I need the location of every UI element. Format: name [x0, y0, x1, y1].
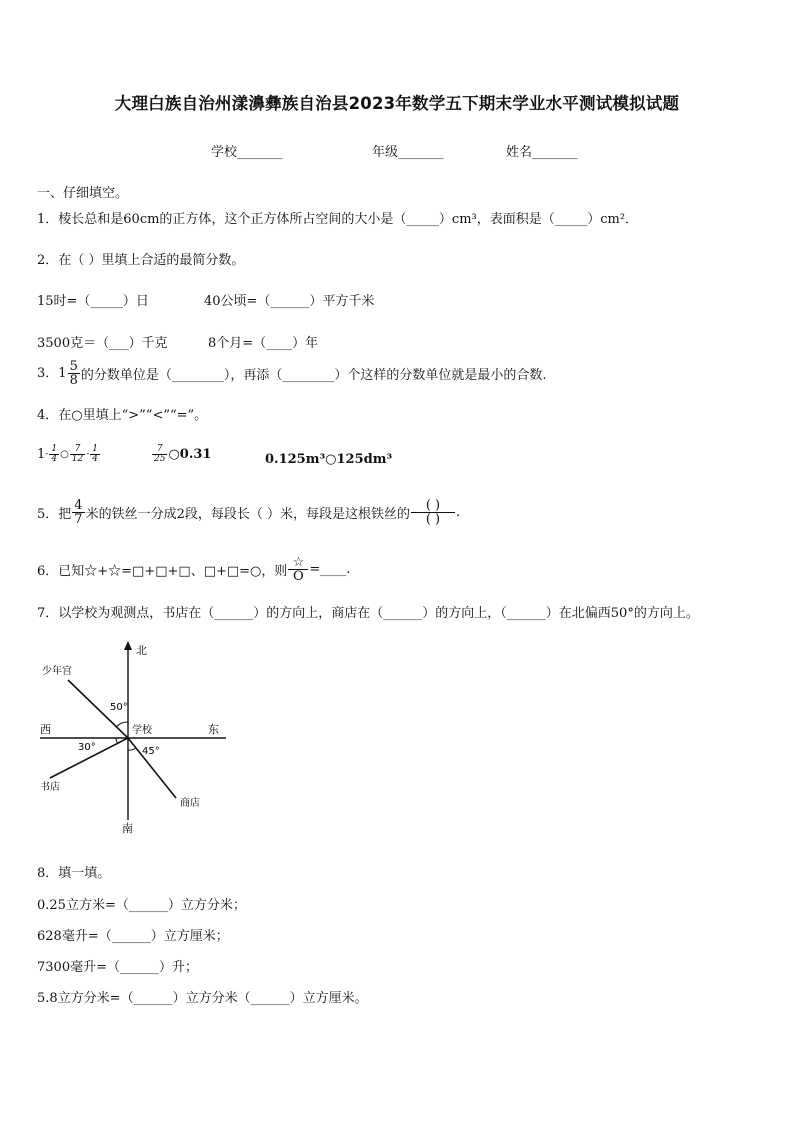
question-8d: 5.8立方分米=（______）立方分米（______）立方厘米。: [37, 991, 368, 1006]
label-bookstore: 书店: [40, 782, 60, 793]
label-shop: 商店: [180, 798, 200, 809]
question-8b: 628毫升=（______）立方厘米；: [37, 929, 229, 944]
question-8a: 0.25立方米=（______）立方分米；: [37, 898, 246, 913]
arc-45: [128, 748, 136, 750]
question-1: 1．棱长总和是60cm的正方体，这个正方体所占空间的大小是（_____）cm³，表面积是（_____）cm²．: [37, 212, 639, 227]
question-3-suffix: 的分数单位是（________），再添（________）个这样的分数单位就是最小的合数.: [80, 368, 547, 383]
compass-diagram: [36, 638, 236, 834]
label-north: 北: [136, 644, 147, 657]
label-youth-palace: 少年宫: [42, 666, 72, 677]
label-south: 南: [122, 822, 133, 834]
q4b-frac: $\frac{7}{25}$: [154, 444, 166, 464]
question-6-fraction: $\frac{☆}{O}$: [288, 556, 308, 583]
question-3-num: 5: [69, 359, 78, 374]
question-8: 8．填一填。: [37, 866, 111, 881]
label-angle-50: 50°: [110, 702, 128, 713]
question-2c: 3500克＝（___）千克: [37, 336, 168, 351]
question-7: 7．以学校为观测点，书店在（______）的方向上，商店在（______）的方向上，（______）在北偏西50°的方向上。: [37, 606, 699, 621]
question-3-fraction: [68, 360, 80, 387]
name-field: 姓名_______: [506, 145, 578, 160]
q4a-frac-1: $\frac{1}{4}$: [51, 444, 58, 464]
arc-50: [116, 722, 128, 727]
school-field: 学校_______: [211, 145, 283, 160]
question-4b: $\frac{7}{25}$ ○0.31: [154, 444, 212, 464]
q4a-whole: 1: [37, 447, 46, 462]
question-5: 5．把 $\frac{4}{7}$ 米的铁丝一分成2段，每段长（ ）米，每段是这根铁丝的 $\frac{( )}{( )}$ .: [37, 498, 461, 527]
q4a-frac-2: $\frac{7}{12}$: [71, 444, 84, 464]
q4a-frac-3: $\frac{1}{4}$: [92, 444, 99, 464]
grade-field: 年级_______: [372, 145, 444, 160]
arc-30: [116, 738, 118, 744]
north-arrow-icon: [124, 641, 132, 650]
question-4: 4．在○里填上“>”“<”“=”。: [37, 408, 208, 423]
label-angle-45: 45°: [142, 746, 160, 757]
question-2b: 40公顷=（______）平方千米: [204, 294, 375, 309]
question-2d: 8个月=（____）年: [208, 336, 319, 351]
question-3-prefix: 3．: [37, 366, 59, 381]
question-2a: 15时=（_____）日: [37, 294, 149, 309]
question-3-den: 8: [69, 373, 78, 388]
question-8c: 7300毫升=（______）升；: [37, 960, 198, 975]
question-2: 2．在（ ）里填上合适的最简分数。: [37, 253, 245, 268]
question-3: [37, 360, 546, 387]
label-east: 东: [208, 723, 219, 736]
question-5-fraction: $\frac{4}{7}$: [74, 498, 83, 527]
section-heading: 一、仔细填空。: [37, 186, 129, 201]
label-west: 西: [40, 723, 51, 736]
label-angle-30: 30°: [78, 742, 96, 753]
question-5-blank-fraction: $\frac{( )}{( )}$: [411, 499, 455, 526]
label-school: 学校: [132, 725, 152, 736]
question-4a: 1- $\frac{1}{4}$ ○ $\frac{7}{12}$ - $\frac{1}{4}$: [37, 444, 99, 464]
question-6: 6．已知☆+☆=□+□+□、□+□=○，则 $\frac{☆}{O}$ =____.: [37, 555, 351, 584]
question-3-whole: 1: [58, 366, 67, 381]
page-title: 大理白族自治州漾濞彝族自治县2023年数学五下期末学业水平测试模拟试题: [114, 94, 680, 113]
question-4c: 0.125m³○125dm³: [265, 452, 393, 467]
